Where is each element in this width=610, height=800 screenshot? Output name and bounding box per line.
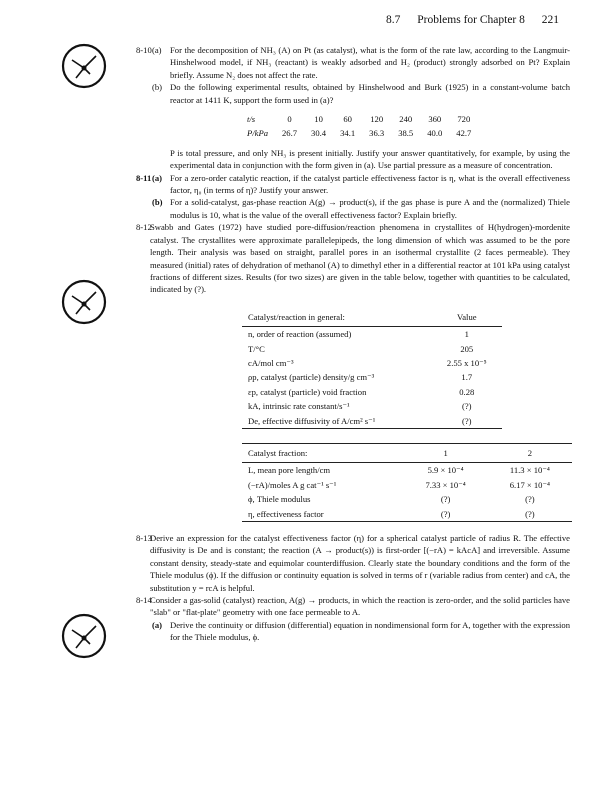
problem-note: P is total pressure, and only NH₃ is present initially. Justify your answer quantitatively, for example, by using the experimental data in conjunction with the form given in (a). Use partial pressure as a measure of concentration. xyxy=(170,147,570,171)
row-label: De, effective diffusivity of A/cm² s⁻¹ xyxy=(248,415,376,426)
column-header: Catalyst fraction: xyxy=(242,443,404,462)
table-row xyxy=(242,385,502,399)
problem-text: Consider a gas-solid (catalyst) reaction, A(g) → products, in which the reaction is zero-order, and the solid particles have "slab" or "flat-plate" geometry with one face permeable to A. xyxy=(150,595,570,618)
problem-part-b xyxy=(150,81,570,106)
computer-problem-icon xyxy=(60,42,108,90)
row-value: (?) xyxy=(462,415,472,426)
time-cell: 720 xyxy=(457,114,471,125)
page-header xyxy=(386,14,573,26)
row-label: n, order of reaction (assumed) xyxy=(248,329,352,340)
problem-part-a xyxy=(150,619,570,644)
pressure-label: P/kPa xyxy=(247,128,268,139)
row-label: kA, intrinsic rate constant/s⁻¹ xyxy=(248,401,350,412)
problem-number: 8-14 xyxy=(136,595,152,606)
part-text: Do the following experimental results, obtained by Hinshelwood and Burk (1925) in a constant-volume batch reactor at 1411 K, support the form used in (a)? xyxy=(170,82,570,105)
fraction-2-value: (?) xyxy=(525,508,535,519)
computer-problem-icon xyxy=(60,612,108,660)
problem-8-12 xyxy=(136,221,570,522)
fraction-1-value: 7.33 × 10⁻⁴ xyxy=(425,479,466,490)
table-row xyxy=(242,414,502,429)
part-text: Derive the continuity or diffusion (differential) equation in nondimensional form for A, together with the expression for the Thiele modulus, ϕ. xyxy=(170,619,570,643)
part-label: (b) xyxy=(152,82,163,93)
problem-8-11 xyxy=(136,172,570,222)
row-value: 1 xyxy=(464,329,469,340)
catalyst-fraction-table xyxy=(242,443,572,522)
problem-list xyxy=(136,44,570,644)
pressure-cell: 26.7 xyxy=(282,128,298,139)
part-label: (a) xyxy=(152,45,162,55)
row-value: 1.7 xyxy=(461,372,473,383)
part-text: For the decomposition of NH₃ (A) on Pt (as catalyst), what is the form of the rate law, according to the Langmuir-Hinshelwood model, if NH₃ (reactant) is weakly adsorbed and H₂ (product) strongly adsorbed on Pt? Explain briefly. Assume N₂ does not affect the rate. xyxy=(170,45,570,80)
pressure-cell: 40.0 xyxy=(427,128,443,139)
column-header: 1 xyxy=(404,443,488,462)
problem-text: Derive an expression for the catalyst effectiveness factor (η) for a spherical catalyst particle of radius R. The effective diffusivity is De and is constant; the reaction (A → product(s)) is first-order [(−rA) = kAcA] and irreversible. Assume constant density, steady-state and equimolar counterdiffusion. Clearly state the boundary conditions and the form of the Thiele modulus (ϕ). If the diffusion or continuity equation is solved in terms of r (variable radius from center) and cA, the substitution y = rcA is helpful. xyxy=(150,533,570,593)
row-label: T/°C xyxy=(248,343,265,354)
row-label: (−rA)/moles A g cat⁻¹ s⁻¹ xyxy=(248,479,337,490)
table-row xyxy=(242,342,502,356)
row-value: (?) xyxy=(462,401,472,412)
table-row xyxy=(242,507,572,522)
part-text: For a solid-catalyst, gas-phase reaction A(g) → product(s), if the gas phase is pure A and the (normalized) Thiele modulus is 10, what is the value of the overall effectiveness factor? Explain briefly. xyxy=(170,197,570,220)
time-cell: 60 xyxy=(343,114,352,125)
fraction-1-value: (?) xyxy=(440,494,451,505)
section-title: Problems for Chapter 8 xyxy=(417,14,525,26)
row-label: η, effectiveness factor xyxy=(248,508,324,519)
row-label: εp, catalyst (particle) void fraction xyxy=(248,386,367,397)
problem-8-13 xyxy=(136,532,570,594)
table-row xyxy=(242,399,502,413)
part-label: (b) xyxy=(152,197,163,208)
table-row xyxy=(242,463,572,478)
time-cell: 360 xyxy=(428,114,442,125)
row-value: 2.55 x 10⁻⁵ xyxy=(446,357,487,368)
row-label: L, mean pore length/cm xyxy=(248,465,331,476)
problem-8-10 xyxy=(136,44,570,172)
pressure-cell: 30.4 xyxy=(311,128,327,139)
table-row xyxy=(242,478,572,492)
problem-number: 8-13 xyxy=(136,533,152,543)
time-cell: 0 xyxy=(287,114,292,125)
table-row xyxy=(242,356,502,370)
pressure-cell: 36.3 xyxy=(369,128,385,139)
pressure-cell: 38.5 xyxy=(398,128,414,139)
time-label: t/s xyxy=(247,114,256,125)
part-text: For a zero-order catalytic reaction, if the catalyst particle effectiveness factor is η, what is the overall effectiveness factor, η₀ (in terms of η)? Justify your answer. xyxy=(170,172,570,196)
time-cell: 240 xyxy=(399,114,413,125)
part-label: (a) xyxy=(152,172,163,183)
row-value: 0.28 xyxy=(459,386,475,397)
row-value: 205 xyxy=(460,343,474,354)
problem-number: 8-11 xyxy=(136,172,152,183)
fraction-2-value: 6.17 × 10⁻⁴ xyxy=(509,479,551,490)
problem-8-14 xyxy=(136,594,570,644)
table-row xyxy=(242,370,502,384)
table-header-row xyxy=(242,443,572,462)
fraction-1-value: (?) xyxy=(440,508,451,519)
problem-text: Swabb and Gates (1972) have studied pore-diffusion/reaction phenomena in crystallites of H(hydrogen)-mordenite catalyst. The crystallites were approximate parallelepipeds, the long dimension of which was assumed to be the pore length. Their analysis was based on straight, parallel pores in an isothermal crystallite (2 faces permeable). They measured (initial) rates of dehydration of methanol (A) to dimethyl ether in a differential reactor at 101 kPa using catalyst fractions of different sizes. Results (for two sizes) are given in the table below, together with quantities to be calculated, indicated by (?). xyxy=(150,222,570,295)
pressure-cell: 34.1 xyxy=(340,128,356,139)
pressure-row xyxy=(240,126,478,140)
row-label: ρp, catalyst (particle) density/g cm⁻³ xyxy=(248,372,375,383)
table-row xyxy=(242,327,502,342)
pressure-cell: 42.7 xyxy=(456,128,472,139)
fraction-2-value: (?) xyxy=(525,494,535,505)
column-header: Value xyxy=(432,308,502,327)
problem-part-a xyxy=(150,44,570,81)
table-row xyxy=(242,492,572,506)
row-label: ϕ, Thiele modulus xyxy=(248,494,311,505)
table-header-row xyxy=(242,308,502,327)
problem-part-b xyxy=(150,196,570,221)
time-cell: 120 xyxy=(370,114,384,125)
pressure-time-table xyxy=(240,112,478,141)
time-row xyxy=(240,112,478,126)
column-header: 2 xyxy=(488,443,572,462)
page-number: 221 xyxy=(541,14,560,26)
problem-number: 8-10 xyxy=(136,45,152,55)
problem-number: 8-12 xyxy=(136,222,152,233)
part-label: (a) xyxy=(152,619,163,630)
section-number: 8.7 xyxy=(386,14,401,26)
time-cell: 10 xyxy=(314,114,323,125)
fraction-2-value: 11.3 × 10⁻⁴ xyxy=(509,465,550,476)
problem-part-a xyxy=(150,172,570,197)
row-label: cA/mol cm⁻³ xyxy=(248,357,294,368)
catalyst-general-table xyxy=(242,308,502,429)
column-header: Catalyst/reaction in general: xyxy=(242,308,432,327)
computer-problem-icon xyxy=(60,278,108,326)
fraction-1-value: 5.9 × 10⁻⁴ xyxy=(427,465,464,476)
